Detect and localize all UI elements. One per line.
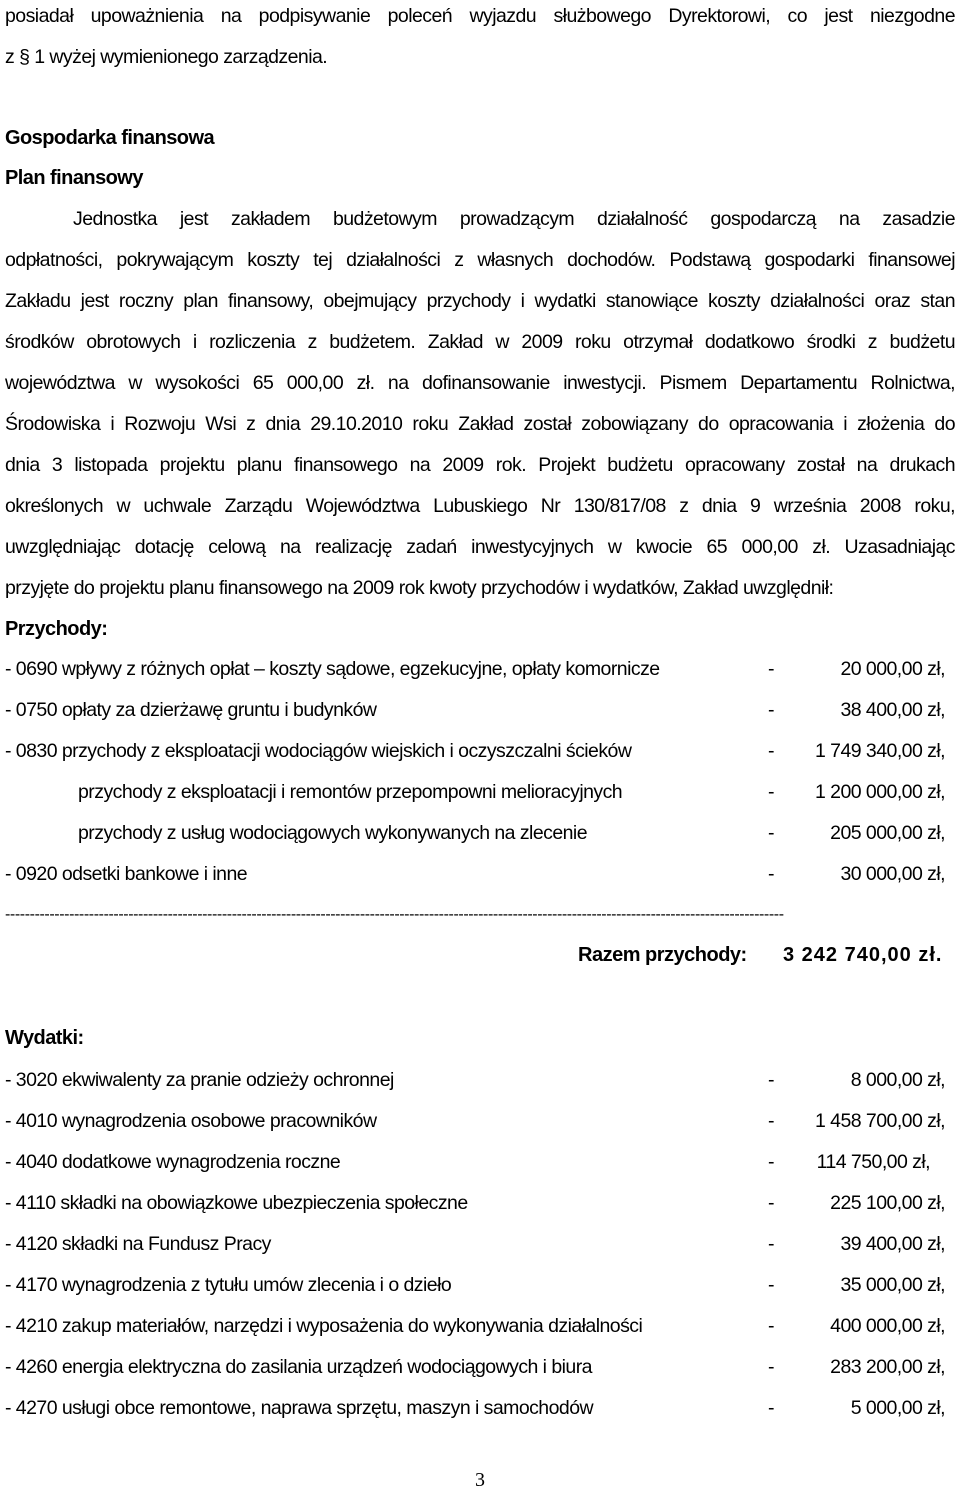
expense-row-dash: - bbox=[768, 1069, 774, 1091]
expense-row-dash: - bbox=[768, 1233, 774, 1255]
expense-row-dash: - bbox=[768, 1151, 774, 1173]
expense-row bbox=[5, 1191, 955, 1215]
income-row bbox=[5, 698, 955, 722]
section-subtitle: Plan finansowy bbox=[5, 167, 143, 189]
income-total bbox=[578, 942, 943, 968]
expense-row bbox=[5, 1396, 955, 1420]
expense-row-dash: - bbox=[768, 1274, 774, 1296]
income-row-dash: - bbox=[768, 781, 774, 803]
income-row bbox=[5, 780, 955, 804]
expense-row-label: - 4040 dodatkowe wynagrodzenia roczne bbox=[5, 1151, 341, 1173]
expense-row-amount: 8 000,00 zł, bbox=[850, 1069, 945, 1091]
income-row-dash: - bbox=[768, 658, 774, 680]
expense-row-label: - 4010 wynagrodzenia osobowe pracowników bbox=[5, 1110, 377, 1132]
expenses-heading: Wydatki: bbox=[5, 1027, 84, 1049]
income-row-amount: 205 000,00 zł, bbox=[830, 822, 945, 844]
income-row-dash: - bbox=[768, 822, 774, 844]
income-row-amount: 38 400,00 zł, bbox=[840, 699, 945, 721]
paragraph-line: województwa w wysokości 65 000,00 zł. na dofinansowanie inwestycji. Pismem Departamentu Rolnictwa, bbox=[5, 372, 955, 394]
expense-row bbox=[5, 1068, 955, 1092]
income-row-label: przychody z usług wodociągowych wykonywanych na zlecenie bbox=[78, 822, 587, 844]
expense-row-amount: 1 458 700,00 zł, bbox=[815, 1110, 945, 1132]
income-row-label: - 0920 odsetki bankowe i inne bbox=[5, 863, 248, 885]
expense-row-label: - 3020 ekwiwalenty za pranie odzieży ochronnej bbox=[5, 1069, 394, 1091]
expense-row-dash: - bbox=[768, 1192, 774, 1214]
intro-line-1: posiadał upoważnienia na podpisywanie poleceń wyjazdu służbowego Dyrektorowi, co jest niezgodne bbox=[5, 5, 955, 27]
paragraph-line: uwzględniając dotację celową na realizację zadań inwestycyjnych w kwocie 65 000,00 zł. Uzasadniając bbox=[5, 536, 955, 558]
income-row-amount: 20 000,00 zł, bbox=[840, 658, 945, 680]
income-row-dash: - bbox=[768, 863, 774, 885]
paragraph-line: Zakładu jest roczny plan finansowy, obejmujący przychody i wydatki stanowiące koszty działalności oraz stan bbox=[5, 290, 955, 312]
expense-row-amount: 114 750,00 zł, bbox=[816, 1151, 930, 1173]
expense-row-dash: - bbox=[768, 1356, 774, 1378]
section-title: Gospodarka finansowa bbox=[5, 127, 215, 149]
income-row-label: przychody z eksploatacji i remontów przepompowni melioracyjnych bbox=[78, 781, 623, 803]
income-row-dash: - bbox=[768, 699, 774, 721]
separator-line: -------------------------------------------------------------------------------------------------------------------------------------------------------------- bbox=[5, 906, 784, 923]
paragraph-line: Jednostka jest zakładem budżetowym prowadzącym działalność gospodarczą na zasadzie bbox=[73, 208, 955, 230]
expense-row-dash: - bbox=[768, 1315, 774, 1337]
expense-row-label: - 4170 wynagrodzenia z tytułu umów zlecenia i o dzieło bbox=[5, 1274, 452, 1296]
expense-row-label: - 4260 energia elektryczna do zasilania urządzeń wodociągowych i biura bbox=[5, 1356, 592, 1378]
paragraph-line: środków obrotowych i rozliczenia z budżetem. Zakład w 2009 roku otrzymał dodatkowo środki z budżetu bbox=[5, 331, 955, 353]
income-row bbox=[5, 739, 955, 763]
income-row-amount: 1 200 000,00 zł, bbox=[815, 781, 945, 803]
page-number: 3 bbox=[475, 1469, 485, 1491]
expense-row bbox=[5, 1150, 955, 1174]
expense-row-dash: - bbox=[768, 1397, 774, 1419]
expense-row bbox=[5, 1314, 955, 1338]
income-total-label: Razem przychody: bbox=[578, 944, 747, 966]
paragraph-line: dnia 3 listopada projektu planu finansowego na 2009 rok. Projekt budżetu opracowany został na drukach bbox=[5, 454, 955, 476]
expense-row-label: - 4210 zakup materiałów, narzędzi i wyposażenia do wykonywania działalności bbox=[5, 1315, 643, 1337]
income-row-amount: 30 000,00 zł, bbox=[840, 863, 945, 885]
income-row bbox=[5, 657, 955, 681]
expense-row-label: - 4110 składki na obowiązkowe ubezpieczenia społeczne bbox=[5, 1192, 468, 1214]
paragraph-line: Środowiska i Rozwoju Wsi z dnia 29.10.2010 roku Zakład został zobowiązany do opracowania i złożenia do bbox=[5, 413, 955, 435]
income-row-amount: 1 749 340,00 zł, bbox=[815, 740, 945, 762]
income-row-dash: - bbox=[768, 740, 774, 762]
paragraph-line: przyjęte do projektu planu finansowego na 2009 rok kwoty przychodów i wydatków, Zakład uwzględnił: bbox=[5, 577, 834, 599]
expense-row bbox=[5, 1355, 955, 1379]
expense-row bbox=[5, 1109, 955, 1133]
expense-row-amount: 400 000,00 zł, bbox=[830, 1315, 945, 1337]
income-row-label: - 0830 przychody z eksploatacji wodociągów wiejskich i oczyszczalni ścieków bbox=[5, 740, 632, 762]
intro-line-2: z § 1 wyżej wymienionego zarządzenia. bbox=[5, 46, 328, 68]
expense-row-amount: 283 200,00 zł, bbox=[830, 1356, 945, 1378]
income-row bbox=[5, 821, 955, 845]
income-total-value: 3 242 740,00 zł. bbox=[783, 944, 943, 966]
expense-row-amount: 225 100,00 zł, bbox=[830, 1192, 945, 1214]
income-row bbox=[5, 862, 955, 886]
expense-row bbox=[5, 1273, 955, 1297]
expense-row-dash: - bbox=[768, 1110, 774, 1132]
expense-row-label: - 4120 składki na Fundusz Pracy bbox=[5, 1233, 271, 1255]
expense-row bbox=[5, 1232, 955, 1256]
income-row-label: - 0690 wpływy z różnych opłat – koszty sądowe, egzekucyjne, opłaty komornicze bbox=[5, 658, 660, 680]
paragraph-line: odpłatności, pokrywającym koszty tej działalności z własnych dochodów. Podstawą gospodarki finansowej bbox=[5, 249, 955, 271]
expense-row-amount: 39 400,00 zł, bbox=[840, 1233, 945, 1255]
income-heading: Przychody: bbox=[5, 618, 108, 640]
income-row-label: - 0750 opłaty za dzierżawę gruntu i budynków bbox=[5, 699, 377, 721]
expense-row-amount: 5 000,00 zł, bbox=[850, 1397, 945, 1419]
expense-row-label: - 4270 usługi obce remontowe, naprawa sprzętu, maszyn i samochodów bbox=[5, 1397, 594, 1419]
expense-row-amount: 35 000,00 zł, bbox=[840, 1274, 945, 1296]
paragraph-line: określonych w uchwale Zarządu Województwa Lubuskiego Nr 130/817/08 z dnia 9 września 2008 roku, bbox=[5, 495, 955, 517]
